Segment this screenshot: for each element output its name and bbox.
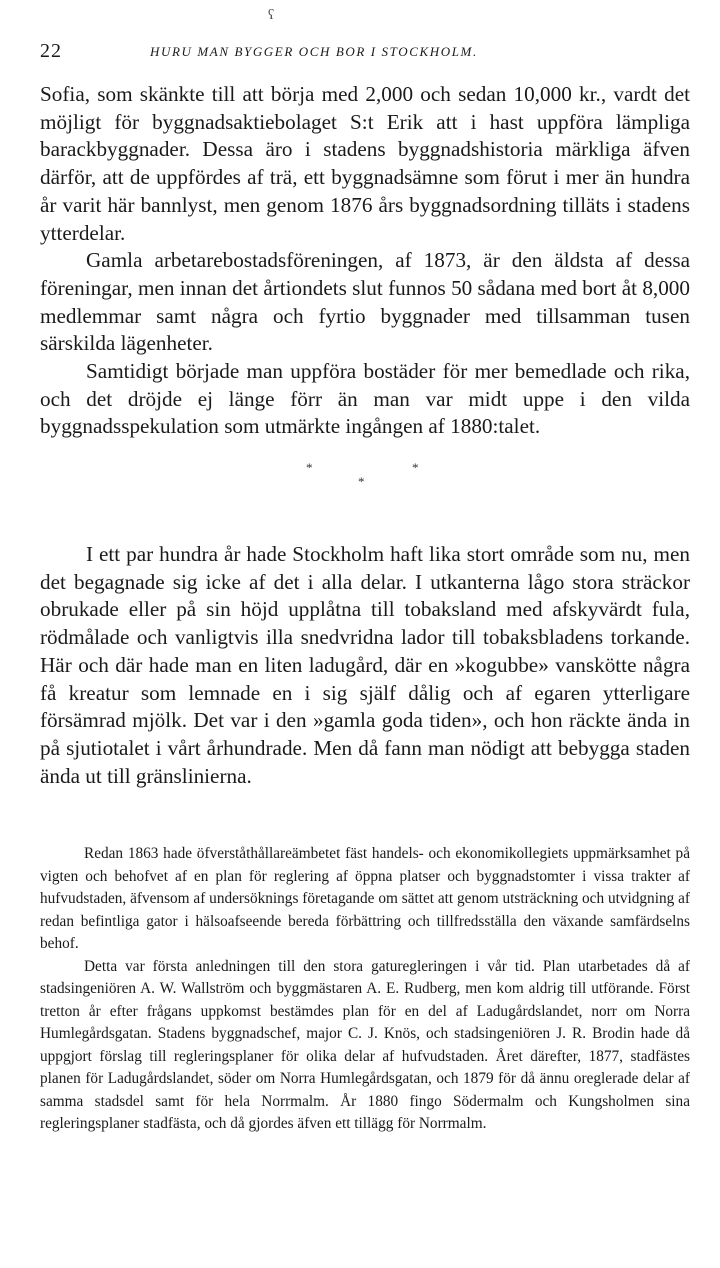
footnotes — [40, 843, 690, 1136]
body-text-part-1 — [40, 81, 690, 441]
separator-star: * — [358, 474, 365, 489]
note-paragraph: Detta var första anledningen till den stora gaturegleringen i vår tid. Plan utarbetades då af stadsingeniören A. W. Wallström och byggmästaren A. E. Rudberg, men kom aldrig till utförande. Först tretton år efter frågans uppkomst bestämdes plan för en del af Ladugårdslandet, norr om Norra Humlegårdsgatan. Stadens byggnadschef, major C. J. Knös, och stadsingeniören J. R. Brodin hade då uppgjort förslag till regleringsplaner för olika delar af hufvudstaden. Året därefter, 1877, stadfästes planen för Ladugårdslandet, söder om Norra Humlegårdsgatan, och 1879 för då ännu oreglerade delar af samma stadsdel samt för hela Norrmalm. År 1880 fingo Södermalm och Kungsholmen sina regleringsplaner stadfästa, och då gjordes äfven ett tillägg för Norrmalm. — [40, 957, 690, 1132]
separator-star: * — [412, 460, 419, 475]
section-separator — [300, 460, 430, 490]
paragraph: Sofia, som skänkte till att börja med 2,000 och sedan 10,000 kr., vardt det möjligt för byggnadsaktiebolaget S:t Erik att i hast uppföra lämpliga barackbyggnader. Dessa äro i stadens byggnadshistoria märkliga äfven därför, att de uppfördes af trä, ett byggnadsämne som förut i mer än hundra år varit här bannlyst, men genom 1876 års byggnadsordning tilläts i stadens ytterdelar. — [40, 82, 690, 245]
paragraph: Gamla arbetarebostadsföreningen, af 1873, är den äldsta af dessa föreningar, men innan det årtiondets slut funnos 50 sådana med bort åt 8,000 medlemmar samt några och fyrtio byggnader med tillsamman tusen särskilda lägenheter. — [40, 248, 690, 356]
note-paragraph: Redan 1863 hade öfverståthållareämbetet fäst handels- och ekonomikollegiets uppmärksamhet på vigten och behofvet af en plan för reglering af öppna platser och byggnadstomter i vissa trakter af hufvudstaden, äfvensom af undersöknings företagande om sättet att genom utsträckning och utvidgning af redan befintliga gator i hälsoafseende bereda förbättring och tillfredsställa den växande samfärdselns behof. — [40, 845, 690, 952]
body-text-part-2 — [40, 541, 690, 790]
separator-star: * — [306, 460, 313, 475]
page-number: 22 — [40, 40, 62, 62]
paragraph: I ett par hundra år hade Stockholm haft lika stort område som nu, men det begagnade sig icke af det i alla delar. I utkanterna lågo stora sträckor obrukade eller på sin höjd upplåtna till tobaksland med afskyvärdt fula, rödmålade och vanligtvis illa snedvridna lador till tobaksbladens torkande. Här och där hade man en liten ladugård, där en »kogubbe» vansköttе några få kreatur som lemnade en i sig själf dålig och af egaren ytterligare försämrad mjölk. Det var i den »gamla goda tiden», och hon räckte ända in på sjutiotalet i vårt århundrade. Men då fann man nödigt att bebygga staden ända ut till gränslinierna. — [40, 542, 690, 788]
stray-mark: ʕ — [268, 8, 275, 23]
paragraph: Samtidigt började man uppföra bostäder för mer bemedlade och rika, och det dröjde ej länge förr än man var midt uppe i den vilda byggnadsspekulation som utmärkte ingången af 1880:talet. — [40, 359, 690, 439]
running-title: HURU MAN BYGGER OCH BOR I STOCKHOLM. — [150, 44, 478, 59]
